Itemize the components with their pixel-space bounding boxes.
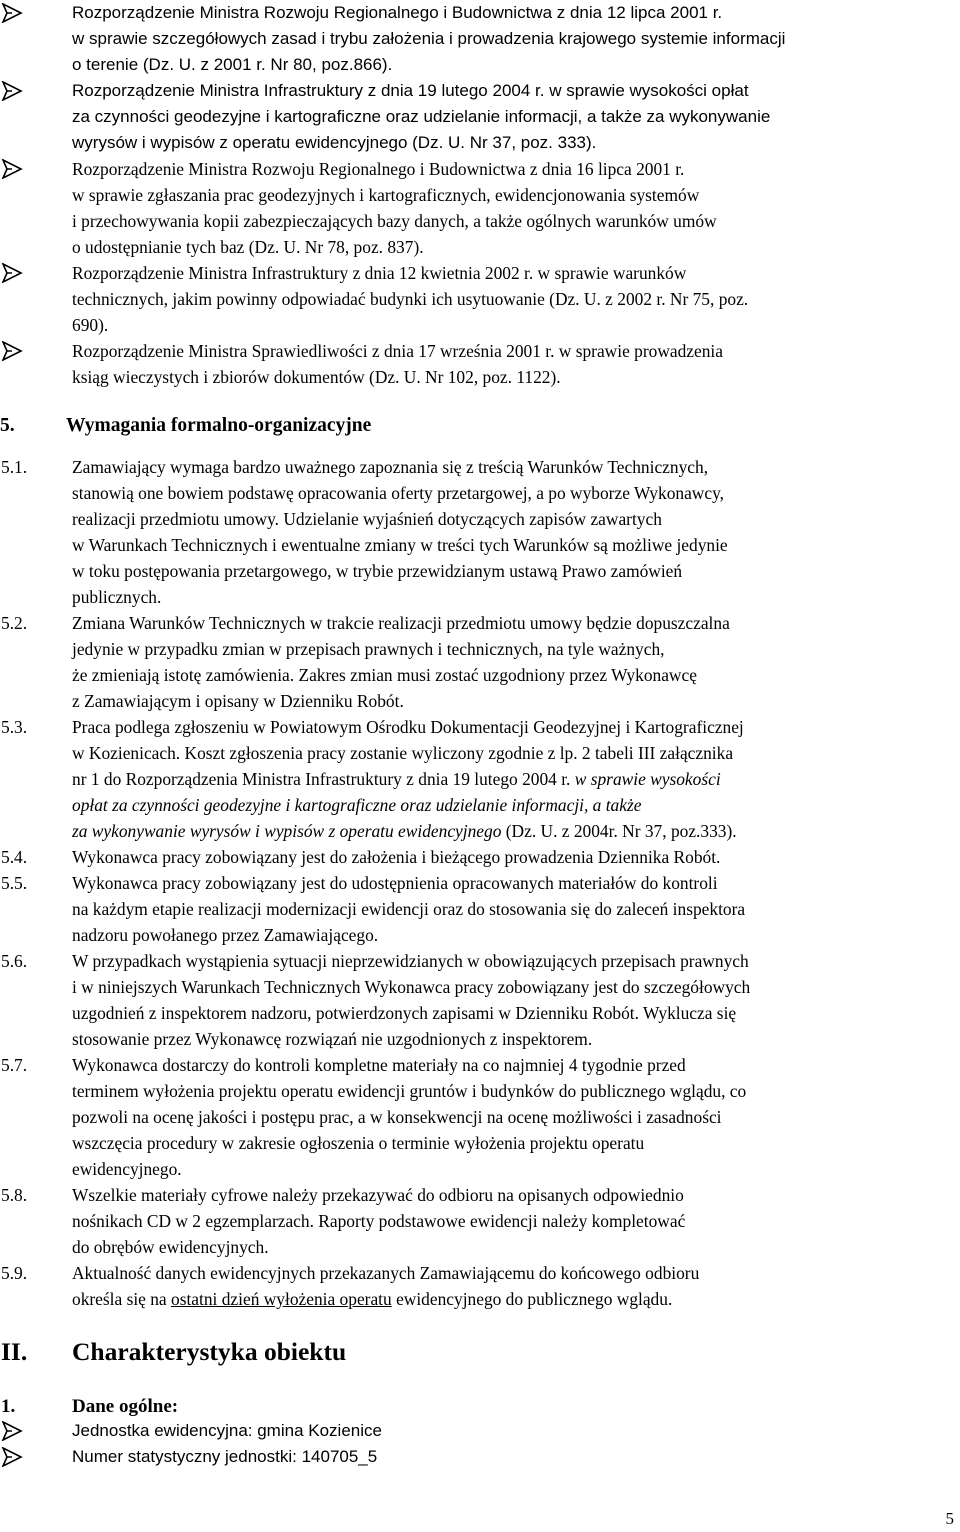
arrow-bullet-icon — [1, 81, 23, 101]
arrow-bullet-icon — [1, 3, 23, 23]
list-item-line: Rozporządzenie Ministra Infrastruktury z dnia 12 kwietnia 2002 r. w sprawie warunków — [72, 263, 687, 283]
list-item — [0, 0, 960, 78]
arrow-bullet-icon — [1, 1447, 23, 1467]
arrow-bullet-icon — [1, 263, 23, 283]
numbered-item — [0, 610, 960, 714]
item-line — [72, 766, 957, 792]
list-item — [0, 338, 960, 390]
item-number: 5.7. — [1, 1055, 28, 1075]
list-item-line: o terenie (Dz. U. z 2001 r. Nr 80, poz.866). — [72, 55, 393, 74]
item-number: 5.5. — [1, 873, 28, 893]
numbered-item — [0, 1260, 960, 1312]
arrow-bullet-icon — [1, 341, 23, 361]
item-line: Wykonawca dostarczy do kontroli kompletne materiały na co najmniej 4 tygodnie przed — [72, 1055, 686, 1075]
list-item-line: i przechowywania kopii zabezpieczających bazy danych, a także ogólnych warunków umów — [72, 211, 717, 231]
item-number: 5.3. — [1, 717, 28, 737]
list-item-line: ksiąg wieczystych i zbiorów dokumentów (Dz. U. Nr 102, poz. 1122). — [72, 367, 561, 387]
numbered-item — [0, 714, 960, 844]
chapter-number: II. — [1, 1337, 28, 1366]
subsection-title: Dane ogólne: — [72, 1396, 179, 1417]
item-line: i w niniejszych Warunkach Technicznych Wykonawca pracy zobowiązany jest do szczegółowych — [72, 977, 751, 997]
numbered-item — [0, 1182, 960, 1260]
item-number: 5.2. — [1, 613, 28, 633]
item-line: Praca podlega zgłoszeniu w Powiatowym Ośrodku Dokumentacji Geodezyjnej i Kartograficznej — [72, 717, 744, 737]
list-item — [0, 1418, 960, 1444]
list-item-line: Rozporządzenie Ministra Sprawiedliwości z dnia 17 września 2001 r. w sprawie prowadzenia — [72, 341, 723, 361]
list-item-line: o udostępnianie tych baz (Dz. U. Nr 78, poz. 837). — [72, 237, 424, 257]
item-number: 5.9. — [1, 1263, 28, 1283]
item-line: do obrębów ewidencyjnych. — [72, 1237, 269, 1257]
list-item-line: wyrysów i wypisów z operatu ewidencyjnego (Dz. U. Nr 37, poz. 333). — [72, 133, 597, 152]
subsection-number: 1. — [1, 1396, 16, 1417]
arrow-bullet-icon — [1, 159, 23, 179]
list-item-line: za czynności geodezyjne i kartograficzne oraz udzielanie informacji, a także za wykonywanie — [72, 107, 771, 126]
item-line: uzgodnień z inspektorem nadzoru, potwierdzonych zapisami w Dzienniku Robót. Wyklucza się — [72, 1003, 737, 1023]
item-line: Wszelkie materiały cyfrowe należy przekazywać do odbioru na opisanych odpowiednio — [72, 1185, 684, 1205]
item-number: 5.6. — [1, 951, 28, 971]
item-text: nr 1 do Rozporządzenia Ministra Infrastruktury z dnia 19 lutego 2004 r. — [72, 769, 571, 789]
regulations-list — [0, 0, 960, 390]
numbered-item — [0, 948, 960, 1052]
item-line: realizacji przedmiotu umowy. Udzielanie wyjaśnień dotyczących zapisów zawartych — [72, 509, 662, 529]
item-line — [72, 818, 957, 844]
item-line: wszczęcia procedury w zakresie ogłoszenia o terminie wyłożenia projektu operatu — [72, 1133, 645, 1153]
page-number: 5 — [945, 1509, 954, 1528]
list-item-line: Numer statystyczny jednostki: 140705_5 — [72, 1447, 378, 1466]
chapter-title: Charakterystyka obiektu — [72, 1337, 347, 1366]
item-line: na każdym etapie realizacji modernizacji ewidencji oraz do stosowania się do zaleceń inspektora — [72, 899, 746, 919]
list-item-line: Rozporządzenie Ministra Rozwoju Regionalnego i Budownictwa z dnia 16 lipca 2001 r. — [72, 159, 685, 179]
item-line: nadzoru powołanego przez Zamawiającego. — [72, 925, 379, 945]
item-line: ewidencyjnego. — [72, 1159, 182, 1179]
item-line: Wykonawca pracy zobowiązany jest do udostępnienia opracowanych materiałów do kontroli — [72, 873, 718, 893]
list-item-line: technicznych, jakim powinny odpowiadać budynki ich usytuowanie (Dz. U. z 2002 r. Nr 75, poz. — [72, 289, 749, 309]
item-line: z Zamawiającym i opisany w Dzienniku Robót. — [72, 691, 404, 711]
item-line: Zamawiający wymaga bardzo uważnego zapoznania się z treścią Warunków Technicznych, — [72, 457, 709, 477]
item-line: że zmieniają istotę zamówienia. Zakres zmian musi zostać uzgodniony przez Wykonawcę — [72, 665, 697, 685]
item-line: Aktualność danych ewidencyjnych przekazanych Zamawiającemu do końcowego odbioru — [72, 1263, 700, 1283]
item-line: W przypadkach wystąpienia sytuacji nieprzewidzianych w obowiązujących przepisach prawnych — [72, 951, 749, 971]
list-item — [0, 1444, 960, 1470]
item-line: Wykonawca pracy zobowiązany jest do założenia i bieżącego prowadzenia Dziennika Robót. — [72, 847, 721, 867]
item-line: pozwoli na ocenę jakości i postępu prac, a w konsekwencji na ocenę możliwości i zasadności — [72, 1107, 722, 1127]
item-line: stanowią one bowiem podstawę opracowania oferty przetargowej, a po wyborze Wykonawcy, — [72, 483, 725, 503]
list-item-line: 690). — [72, 315, 109, 335]
item-line: w toku postępowania przetargowego, w trybie przewidzianym ustawą Prawo zamówień — [72, 561, 683, 581]
item-line: Zmiana Warunków Technicznych w trakcie realizacji przedmiotu umowy będzie dopuszczalna — [72, 613, 730, 633]
item-text-italic: za wykonywanie wyrysów i wypisów z operatu ewidencyjnego — [72, 821, 502, 841]
list-item-line: Rozporządzenie Ministra Rozwoju Regionalnego i Budownictwa z dnia 12 lipca 2001 r. — [72, 3, 723, 22]
list-item — [0, 260, 960, 338]
item-text: (Dz. U. z 2004r. Nr 37, poz.333). — [505, 821, 737, 841]
list-item-line: Rozporządzenie Ministra Infrastruktury z dnia 19 lutego 2004 r. w sprawie wysokości opłat — [72, 81, 749, 100]
item-line: w Warunkach Technicznych i ewentualne zmiany w treści tych Warunków są możliwe jedynie — [72, 535, 728, 555]
list-item — [0, 156, 960, 260]
item-number: 5.4. — [1, 847, 28, 867]
list-item-line: Jednostka ewidencyjna: gmina Kozienice — [72, 1421, 382, 1440]
item-number: 5.8. — [1, 1185, 28, 1205]
section-title: Wymagania formalno-organizacyjne — [66, 415, 372, 436]
item-line-italic: opłat za czynności geodezyjne i kartograficzne oraz udzielanie informacji, a także — [72, 795, 642, 815]
section-number: 5. — [0, 415, 15, 436]
item-line: publicznych. — [72, 587, 162, 607]
item-text-italic: w sprawie wysokości — [574, 769, 721, 789]
underlined-text: ostatni dzień wyłożenia operatu — [171, 1289, 392, 1309]
item-text: określa się na — [72, 1289, 167, 1309]
list-item-line: w sprawie szczegółowych zasad i trybu założenia i prowadzenia krajowego systemie informacji — [72, 29, 786, 48]
item-line: jedynie w przypadku zmian w przepisach prawnych i technicznych, na tyle ważnych, — [72, 639, 665, 659]
numbered-list — [0, 454, 960, 1312]
item-text: ewidencyjnego do publicznego wglądu. — [396, 1289, 673, 1309]
arrow-bullet-icon — [1, 1421, 23, 1441]
general-data-list — [0, 1418, 960, 1470]
item-line — [72, 1286, 957, 1312]
list-item — [0, 78, 960, 156]
item-number: 5.1. — [1, 457, 28, 477]
item-line: terminem wyłożenia projektu operatu ewidencji gruntów i budynków do publicznego wglądu, co — [72, 1081, 747, 1101]
item-line: nośnikach CD w 2 egzemplarzach. Raporty podstawowe ewidencji należy kompletować — [72, 1211, 686, 1231]
numbered-item — [0, 844, 960, 870]
numbered-item — [0, 870, 960, 948]
numbered-item — [0, 1052, 960, 1182]
numbered-item — [0, 454, 960, 610]
item-line: w Kozienicach. Koszt zgłoszenia pracy zostanie wyliczony zgodnie z lp. 2 tabeli III załącznika — [72, 743, 734, 763]
item-line: stosowanie przez Wykonawcę rozwiązań nie uzgodnionych z inspektorem. — [72, 1029, 593, 1049]
list-item-line: w sprawie zgłaszania prac geodezyjnych i kartograficznych, ewidencjonowania systemów — [72, 185, 700, 205]
